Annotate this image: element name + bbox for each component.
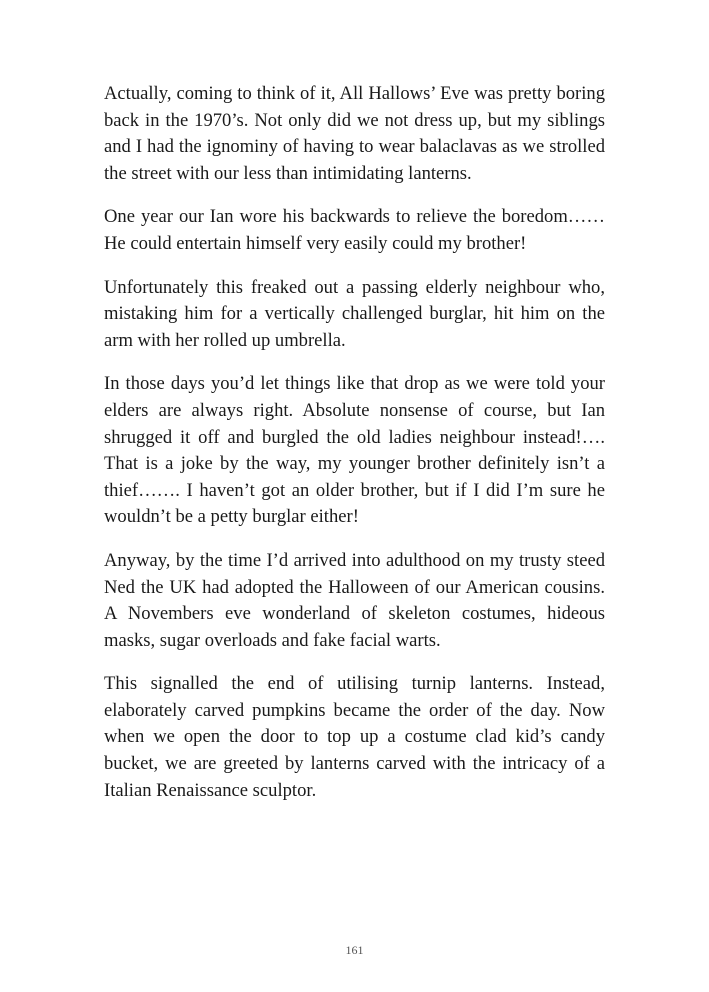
paragraph-2: One year our Ian wore his backwards to relieve the boredom…… He could entertain himself very easily could my brother! [104, 206, 605, 254]
paragraph-6: This signalled the end of utilising turnip lanterns. Instead, elaborately carved pumpkins became the order of the day. Now when we open the door to top up a costume clad kid’s candy bucket, we are greeted by lanterns carved with the intricacy of a Italian Renaissance sculptor. [104, 673, 605, 801]
page-body [104, 81, 605, 821]
paragraph-4: In those days you’d let things like that drop as we were told your elders are always right. Absolute nonsense of course, but Ian shrugged it off and burgled the old ladies neighbour instead!…. That is a joke by the way, my younger brother definitely isn’t a thief……. I haven’t got an older brother, but if I did I’m sure he wouldn’t be a petty burglar either! [104, 373, 605, 528]
paragraph-1: Actually, coming to think of it, All Hallows’ Eve was pretty boring back in the 1970’s. Not only did we not dress up, but my siblings and I had the ignominy of having to wear balaclavas as we strolled the street with our less than intimidating lanterns. [104, 83, 605, 184]
paragraph-3: Unfortunately this freaked out a passing elderly neighbour who, mistaking him for a vertically challenged burglar, hit him on the arm with her rolled up umbrella. [104, 276, 605, 351]
page-number: 161 [345, 943, 364, 957]
paragraph-5: Anyway, by the time I’d arrived into adulthood on my trusty steed Ned the UK had adopted the Halloween of our American cousins. A Novembers eve wonderland of skeleton costumes, hideous masks, sugar overloads and fake facial warts. [104, 549, 605, 651]
